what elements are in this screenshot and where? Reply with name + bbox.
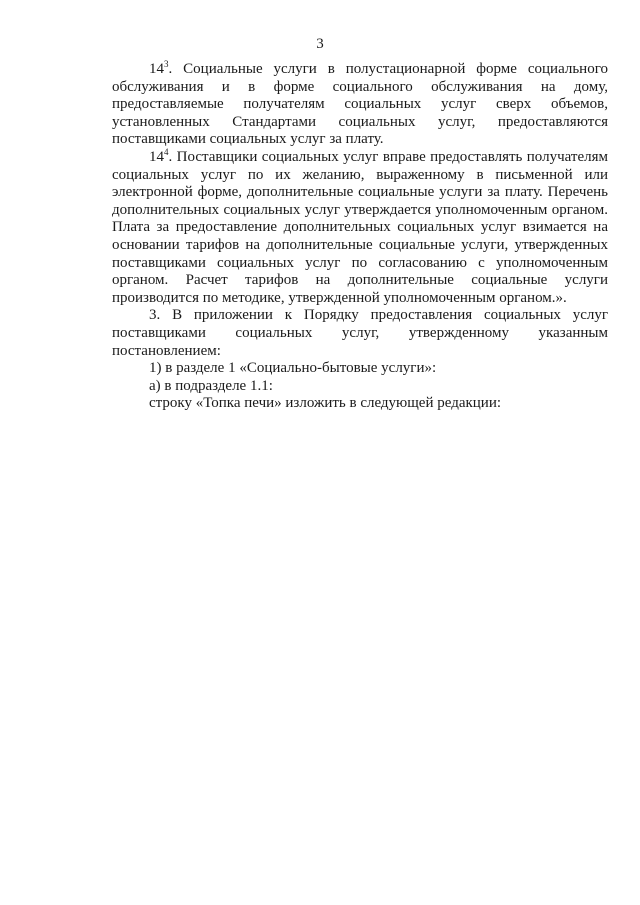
text-line: $14^3$. Социальные услуги в полустационарной форме социального <box>149 59 608 77</box>
text-line: 3. В приложении к Порядку предоставления социальных услуг <box>149 307 608 324</box>
text-line: обслуживания и в форме социального обслуживания на дому, <box>112 78 608 95</box>
clause-number: $14^4$ <box>149 146 169 165</box>
text-line: постановлением: <box>112 342 221 359</box>
paragraph-3 <box>112 307 608 360</box>
text-line: электронной форме, дополнительные социальные услуги за плату. Перечень <box>112 184 608 201</box>
text-line: поставщиками социальных услуг за плату. <box>112 131 384 148</box>
text-line: органом. Расчет тарифов на дополнительные социальные услуги <box>112 272 608 289</box>
paragraph-14-4 <box>112 146 608 307</box>
text-line: установленных Стандартами социальных услуг, предоставляются <box>112 113 608 130</box>
paragraph-14-3 <box>112 61 608 149</box>
text-line: поставщиками социальных услуг по согласованию с уполномоченным <box>112 254 608 271</box>
page-number: 3 <box>316 36 324 52</box>
text-line: основании тарифов на дополнительные социальные услуги, утвержденных <box>112 236 608 253</box>
text-line: предоставляемые получателям социальных услуг сверх объемов, <box>112 96 608 113</box>
text-line: дополнительных социальных услуг утверждается уполномоченным органом. <box>112 201 608 218</box>
text-line: Плата за предоставление дополнительных социальных услуг взимается на <box>112 219 608 236</box>
text-line: $14^4$. Поставщики социальных услуг вправе предоставлять получателям <box>149 146 608 165</box>
text-line: производится по методике, утвержденной уполномоченным органом.». <box>112 289 567 306</box>
subclause-section-1: 1) в разделе 1 «Социально-бытовые услуги»: <box>149 360 437 377</box>
subclause-row-instruction: строку «Топка печи» изложить в следующей редакции: <box>149 395 502 412</box>
clause-number: $14^3$ <box>149 59 169 77</box>
subclause-subsection-1-1: а) в подразделе 1.1: <box>149 377 273 394</box>
document-body <box>112 61 608 413</box>
text-line: поставщиками социальных услуг, утвержденному указанным <box>112 324 608 341</box>
text-line: социальных услуг по их желанию, выраженному в письменной или <box>112 166 608 183</box>
